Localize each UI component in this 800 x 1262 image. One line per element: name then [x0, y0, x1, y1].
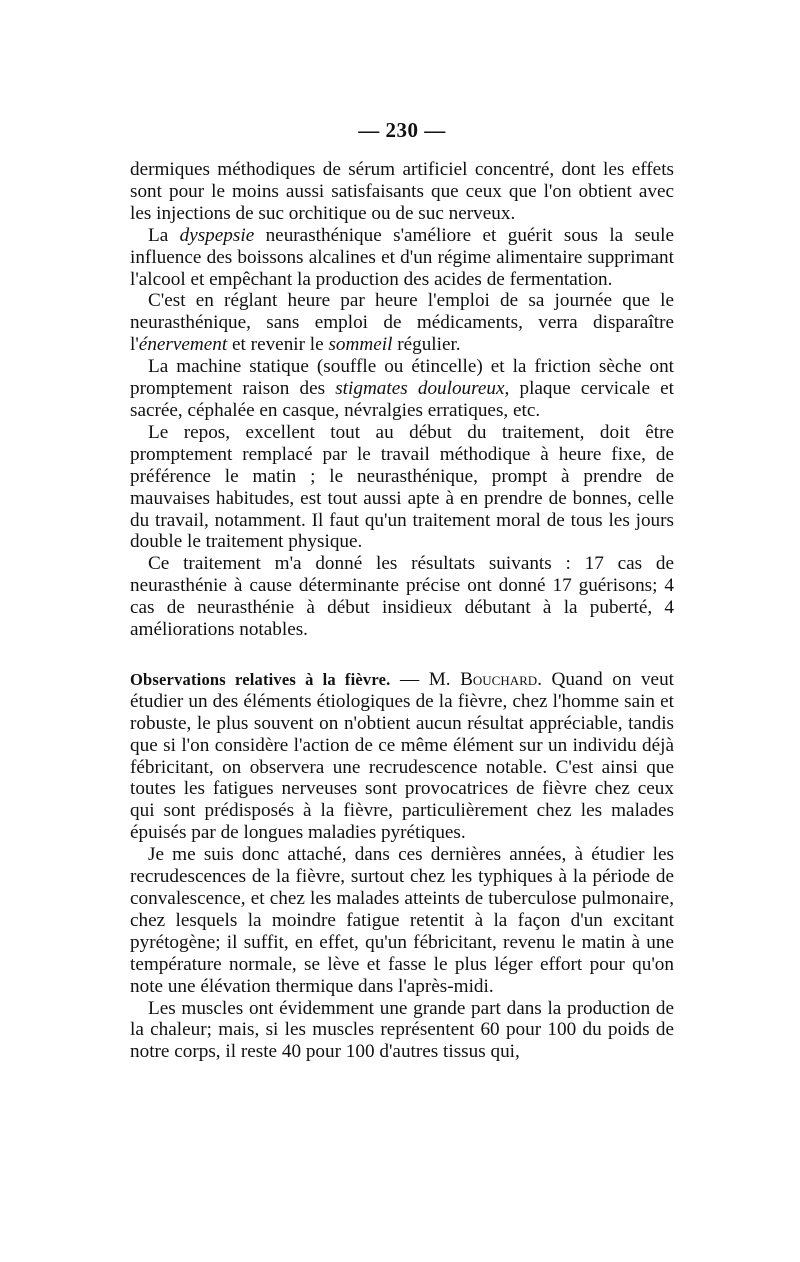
paragraph [130, 290, 674, 356]
italic-term: dyspepsie [179, 224, 255, 246]
paragraph [130, 422, 674, 553]
paragraph [130, 356, 674, 422]
italic-term: énervement [138, 334, 228, 356]
page-body-text [130, 159, 674, 1063]
section-title: Observations relatives à la fièvre. [130, 669, 391, 689]
paragraph [130, 844, 674, 997]
text-segment: , plaque cervicale et sacrée, céphalée en casque, névralgies erratiques, etc. [130, 378, 674, 421]
author-name: Bouchard [460, 668, 538, 690]
italic-term: sommeil [328, 334, 393, 356]
page-number: — 230 — [358, 118, 446, 142]
text-segment: régulier. [392, 334, 461, 356]
text-segment: Ce traitement m'a donné les résultats suivants : 17 cas de neurasthénie à cause déterminante précise ont donné 17 guérisons; 4 cas de neurasthénie à début insidieux débutant à la puberté, 4 améliorations notables. [130, 553, 674, 641]
text-segment: — M. [390, 668, 461, 690]
text-segment: Les muscles ont évidemment une grande part dans la production de la chaleur; mais, si les muscles représentent 60 pour 100 du poids de notre corps, il reste 40 pour 100 d'autres tissus qui, [130, 997, 674, 1063]
paragraph [130, 225, 674, 291]
text-segment: et revenir le [227, 334, 329, 356]
text-segment: Je me suis donc attaché, dans ces dernières années, à étudier les recrudescences de la fièvre, surtout chez les typhiques à la période de convalescence, et chez les malades atteints de tuberculose pulmonaire, chez lesquels la moindre fatigue retentit à la façon d'un excitant pyrétogène; il suffit, en effet, qu'un fébricitant, revenu le matin à une température normale, se lève et fasse le plus léger effort pour qu'on note une élévation thermique dans l'après-midi. [130, 844, 674, 997]
text-segment: . Quand on veut étudier un des éléments étiologiques de la fièvre, chez l'homme sain et robuste, le plus souvent on n'obtient aucun résultat appréciable, tandis que si l'on considère l'action de ce même élément sur un individu déjà fébricitant, on observera une recrudescence notable. C'est ainsi que toutes les fatigues nerveuses sont provocatrices de fièvre chez ceux qui sont prédisposés à la fièvre, particulièrement chez les malades épuisés par de longues maladies pyrétiques. [130, 668, 674, 844]
paragraph [130, 998, 674, 1064]
text-segment: C'est en réglant heure par heure l'emploi de sa journée que le neurasthénique, sans emploi de médicaments, verra disparaître l' [130, 290, 674, 356]
paragraph [130, 553, 674, 641]
text-segment: neurasthénique s'améliore et guérit sous la seule influence des boissons alcalines et d'un régime alimentaire supprimant l'alcool et empêchant la production des acides de fermentation. [130, 224, 674, 290]
book-page [130, 118, 674, 1063]
section-paragraph [130, 669, 674, 844]
text-segment: La machine statique (souffle ou étincelle) et la friction sèche ont promptement raison des [130, 356, 674, 400]
text-segment: Le repos, excellent tout au début du traitement, doit être promptement remplacé par le travail méthodique à heure fixe, de préférence le matin ; le neurasthénique, prompt à prendre de mauvaises habitudes, est tout aussi apte à en prendre de bonnes, celle du travail, notamment. Il faut qu'un traitement moral de tous les jours double le traitement physique. [130, 421, 674, 553]
text-segment: La [148, 224, 180, 246]
text-segment: dermiques méthodiques de sérum artificiel concentré, dont les effets sont pour le moins aussi satisfaisants que ceux que l'on obtient avec les injections de suc orchitique ou de suc nerveux. [130, 159, 674, 224]
paragraph [130, 159, 674, 225]
italic-term: stigmates douloureux [335, 378, 505, 400]
